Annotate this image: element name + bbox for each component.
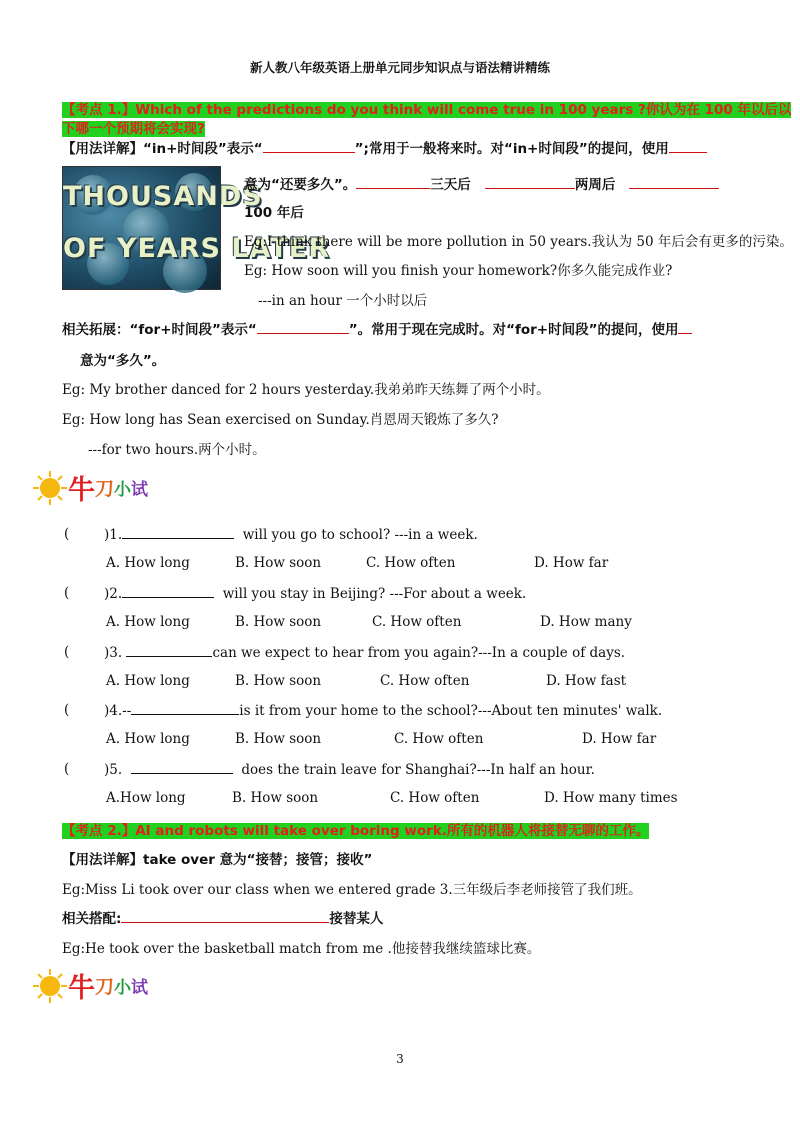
option-d: D. How many: [540, 614, 632, 630]
option-c: C. How often: [366, 555, 456, 571]
question-stem: [104, 644, 625, 661]
blank: [131, 761, 233, 774]
question-number: )3.: [104, 645, 123, 661]
keypoint-1-title-line1: 【考点 1.】Which of the predictions do you think will come true in 100 years ?你认为在 100 年以后以: [62, 102, 792, 118]
example-4: Eg: How long has Sean exercised on Sunday.肖恩周天锻炼了多久?: [62, 412, 499, 428]
logo-char-2: 刀: [95, 976, 115, 998]
image-caption-line2: OF YEARS LATER: [63, 233, 330, 264]
blank: [122, 526, 234, 539]
example-2-answer: ---in an hour 一个小时以后: [258, 293, 428, 309]
three-days-label: 三天后: [430, 177, 471, 193]
answer-paren: (: [64, 644, 70, 660]
option-a: A. How long: [106, 555, 190, 571]
option-b: B. How soon: [232, 790, 319, 806]
option-c: C. How often: [380, 673, 470, 689]
keypoint-1-title-row2: [62, 117, 205, 137]
question-number: )4.--: [104, 703, 132, 719]
question-number: )2.: [104, 586, 123, 602]
blank: [121, 910, 329, 923]
option-d: D. How far: [582, 731, 657, 747]
logo-char-3: 小: [114, 978, 132, 998]
logo-char-4: 试: [131, 978, 149, 998]
image-caption-line1: THOUSANDS: [63, 181, 263, 212]
extension-part-b: ”。常用于现在完成时。对“for+时间段”的提问，使用: [348, 322, 679, 338]
option-b: B. How soon: [235, 614, 322, 630]
question-text: will you stay in Beijing? ---For about a week.: [222, 586, 527, 602]
example-3: Eg: My brother danced for 2 hours yesterday.我弟弟昨天练舞了两个小时。: [62, 382, 550, 398]
keypoint-2-title: 【考点 2.】AI and robots will take over boring work.所有的机器人将接替无聊的工作。: [62, 823, 650, 839]
extension-line: [62, 318, 692, 338]
keypoint-1-title-line2: 下哪一个预期将会实现?: [62, 121, 205, 137]
question-number: )5.: [104, 762, 123, 778]
blank: [257, 321, 349, 334]
blank: [126, 644, 212, 657]
question-stem: [104, 761, 595, 778]
blank: [131, 702, 239, 715]
question-stem: [104, 702, 662, 719]
usage-part-b: ”;常用于一般将来时。对“in+时间段”的提问，使用: [354, 141, 669, 157]
collocation-meaning: 接替某人: [329, 911, 384, 927]
option-d: D. How fast: [546, 673, 627, 689]
keypoint-2-example-1: Eg:Miss Li took over our class when we entered grade 3.三年级后李老师接管了我们班。: [62, 882, 642, 898]
question-stem: [104, 585, 526, 602]
blank: [356, 176, 430, 189]
answer-paren: (: [64, 585, 70, 601]
question-text: does the train leave for Shanghai?---In half an hour.: [241, 762, 595, 778]
two-weeks-label: 两周后: [574, 177, 616, 193]
time-phrases-line: [244, 173, 719, 193]
option-a: A. How long: [106, 731, 190, 747]
keypoint-2-example-2: Eg:He took over the basketball match from me .他接替我继续篮球比赛。: [62, 941, 541, 957]
logo-char-4: 试: [131, 480, 149, 500]
usage-part-a: 【用法详解】“in+时间段”表示“: [62, 141, 263, 157]
question-stem: [104, 526, 478, 543]
option-b: B. How soon: [235, 731, 322, 747]
page-header: 新人教八年级英语上册单元同步知识点与语法精讲精练: [249, 60, 550, 75]
answer-paren: (: [64, 702, 70, 718]
sun-icon: [32, 968, 68, 1004]
option-a: A.How long: [106, 790, 186, 806]
example-2: Eg: How soon will you finish your homework?你多久能完成作业?: [244, 263, 673, 279]
example-1: Eg:I think there will be more pollution in 50 years.我认为 50 年后会有更多的污染。: [244, 234, 793, 250]
answer-paren: (: [64, 761, 70, 777]
option-b: B. How soon: [235, 673, 322, 689]
logo-char-3: 小: [114, 480, 132, 500]
example-4-answer: ---for two hours.两个小时。: [88, 442, 266, 458]
keypoint-2-title-row: [62, 819, 649, 839]
option-c: C. How often: [394, 731, 484, 747]
blank: [485, 176, 575, 189]
extension-meaning: 意为“多久”。: [80, 353, 166, 369]
collocation-label: 相关搭配:: [62, 911, 122, 927]
option-d: D. How many times: [544, 790, 678, 806]
blank: [629, 176, 719, 189]
option-d: D. How far: [534, 555, 609, 571]
logo-char-1: 牛: [68, 475, 95, 506]
blank: [669, 140, 707, 153]
collocation-line: [62, 907, 383, 927]
hundred-years-label: 100 年后: [244, 205, 304, 221]
question-text: is it from your home to the school?---About ten minutes' walk.: [239, 703, 663, 719]
blank: [122, 585, 214, 598]
usage-line: [62, 137, 707, 157]
logo-char-1: 牛: [68, 973, 95, 1004]
option-c: C. How often: [390, 790, 480, 806]
extension-part-a: 相关拓展：“for+时间段”表示“: [62, 322, 257, 338]
blank: [263, 140, 355, 153]
option-b: B. How soon: [235, 555, 322, 571]
practice-logo: [32, 966, 148, 1005]
option-c: C. How often: [372, 614, 462, 630]
question-text: will you go to school? ---in a week.: [242, 527, 478, 543]
usage-part-c: 意为“还要多久”。: [244, 177, 357, 193]
option-a: A. How long: [106, 614, 190, 630]
practice-logo: [32, 468, 148, 507]
question-text: can we expect to hear from you again?---In a couple of days.: [212, 645, 626, 661]
page-number: 3: [396, 1052, 404, 1066]
option-a: A. How long: [106, 673, 190, 689]
keypoint-2-usage: 【用法详解】take over 意为“接替；接管；接收”: [62, 852, 373, 868]
answer-paren: (: [64, 526, 70, 542]
blank: [678, 321, 692, 334]
keypoint-1-title: [62, 98, 791, 118]
logo-char-2: 刀: [95, 478, 115, 500]
sun-icon: [32, 470, 68, 506]
question-number: )1.: [104, 527, 123, 543]
